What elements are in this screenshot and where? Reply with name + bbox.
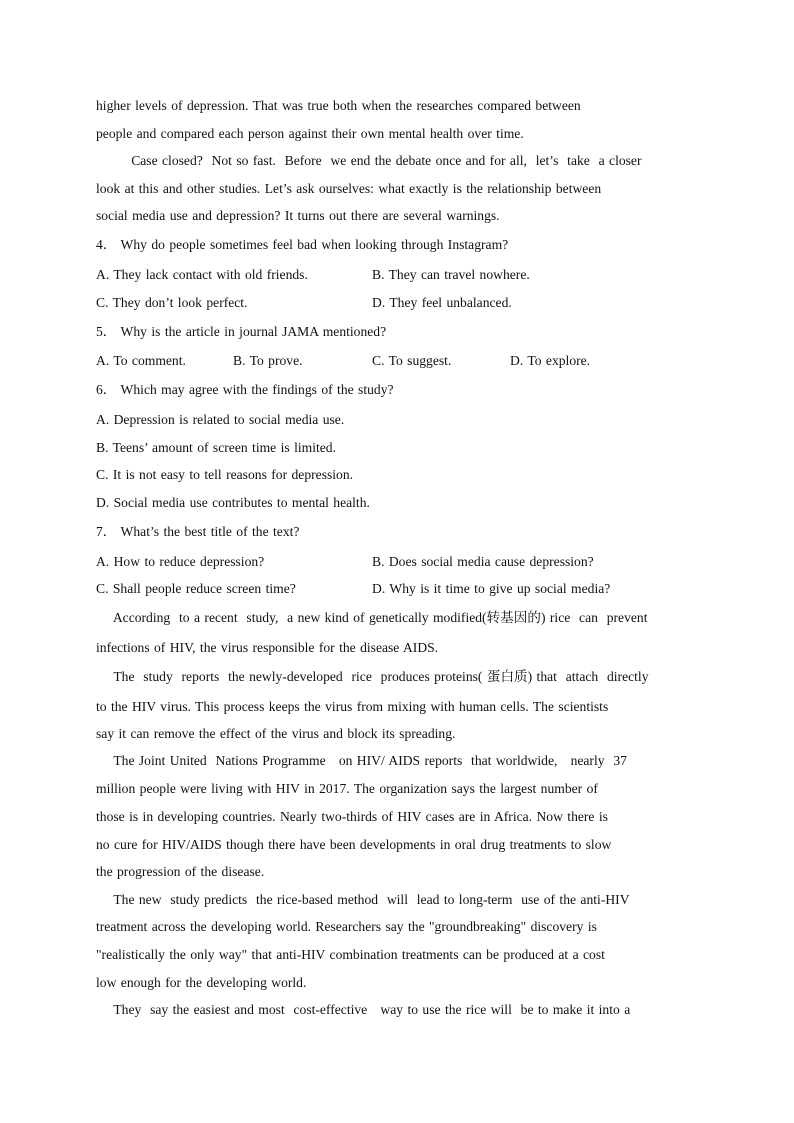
answer-option: A. How to reduce depression? [96,554,265,569]
passage-d-line: those is in developing countries. Nearly two-thirds of HIV cases are in Africa. Now there is [96,809,608,824]
passage-d-line: According to a recent study, a new kind of genetically modified(转基因的) rice can prevent [96,610,648,625]
answer-option: C. To suggest. [372,353,452,368]
passage-c-line: higher levels of depression. That was true both when the researches compared between [96,98,581,113]
question-stem: 4． Why do people sometimes feel bad when looking through Instagram? [96,237,509,252]
passage-d-line: The study reports the newly-developed rice produces proteins( 蛋白质) that attach directly [96,669,649,684]
answer-option: B. To prove. [233,353,303,368]
answer-option: C. Shall people reduce screen time? [96,581,296,596]
answer-option: D. They feel unbalanced. [372,295,512,310]
passage-d-line: say it can remove the effect of the virus and block its spreading. [96,726,456,741]
answer-option: A. Depression is related to social media use. [96,412,345,427]
question-stem: 5． Why is the article in journal JAMA mentioned? [96,324,387,339]
passage-d-line: treatment across the developing world. Researchers say the "groundbreaking" discovery is [96,919,597,934]
answer-option: B. Teens’ amount of screen time is limited. [96,440,336,455]
passage-d-line: low enough for the developing world. [96,975,307,990]
passage-d-line: The Joint United Nations Programme on HIV/ AIDS reports that worldwide, nearly 37 [96,753,627,768]
answer-option: D. To explore. [510,353,591,368]
answer-option: B. Does social media cause depression? [372,554,594,569]
passage-c-line: look at this and other studies. Let’s ask ourselves: what exactly is the relationship between [96,181,602,196]
answer-option: D. Why is it time to give up social media? [372,581,611,596]
answer-option: C. They don’t look perfect. [96,295,248,310]
passage-d-line: no cure for HIV/AIDS though there have been developments in oral drug treatments to slow [96,837,612,852]
passage-c-line: Case closed? Not so fast. Before we end the debate once and for all, let’s take a closer [96,153,642,168]
question-stem: 7． What’s the best title of the text? [96,524,300,539]
passage-d-line: They say the easiest and most cost-effective way to use the rice will be to make it into a [96,1002,631,1017]
answer-option: A. To comment. [96,353,186,368]
passage-c-line: people and compared each person against their own mental health over time. [96,126,524,141]
answer-option: B. They can travel nowhere. [372,267,530,282]
question-stem: 6． Which may agree with the findings of the study? [96,382,394,397]
answer-option: A. They lack contact with old friends. [96,267,308,282]
passage-d-line: infections of HIV, the virus responsible for the disease AIDS. [96,640,439,655]
passage-d-line: The new study predicts the rice-based method will lead to long-term use of the anti-HIV [96,892,630,907]
passage-c-line: social media use and depression? It turns out there are several warnings. [96,208,500,223]
answer-option: D. Social media use contributes to mental health. [96,495,370,510]
passage-d-line: million people were living with HIV in 2017. The organization says the largest number of [96,781,598,796]
passage-d-line: to the HIV virus. This process keeps the virus from mixing with human cells. The scientists [96,699,609,714]
passage-d-line: the progression of the disease. [96,864,265,879]
passage-d-line: "realistically the only way" that anti-HIV combination treatments can be produced at a cost [96,947,605,962]
answer-option: C. It is not easy to tell reasons for depression. [96,467,354,482]
